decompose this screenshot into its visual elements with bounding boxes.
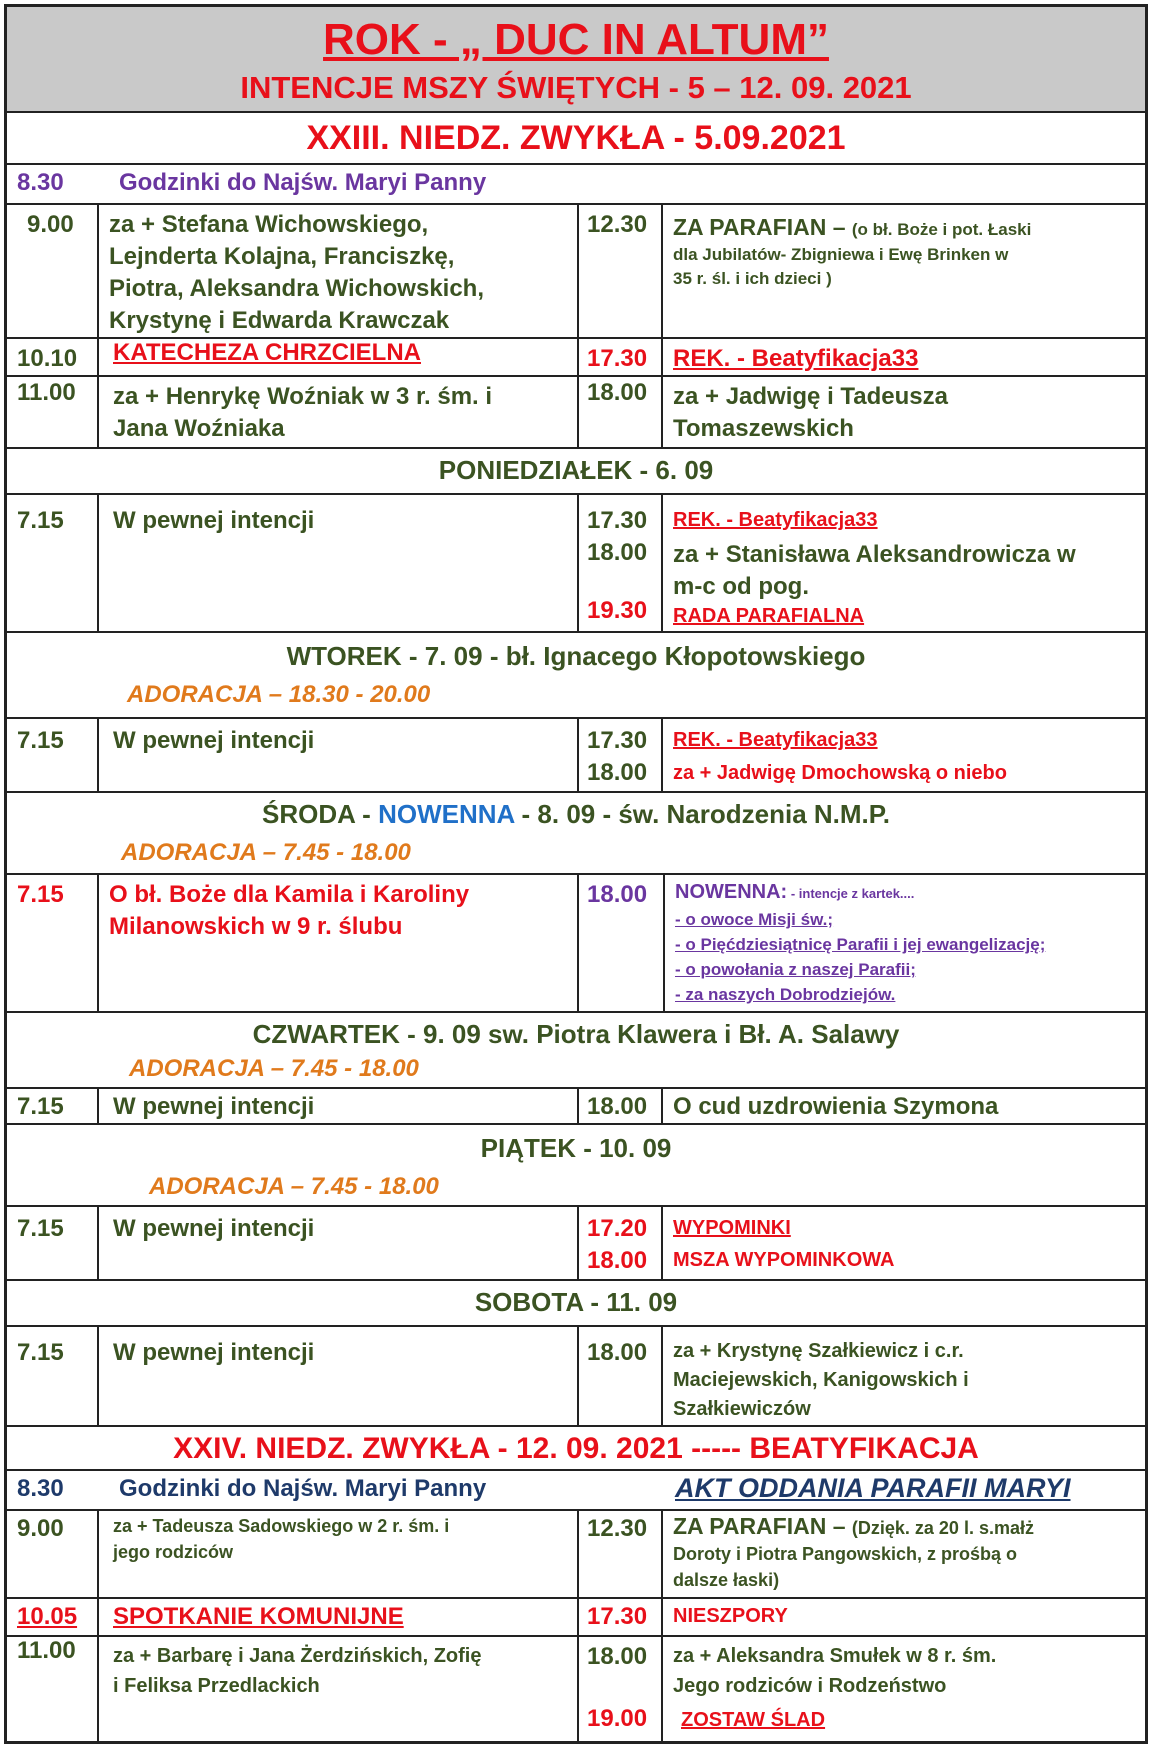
mass-intention: W pewnej intencji [113, 1093, 315, 1120]
adoration-label: ADORACJA – 7.45 - 18.00 [149, 1173, 439, 1200]
divider [7, 375, 1145, 377]
mass-intention: za + Jadwigę Dmochowską o niebo [673, 762, 1007, 784]
mass-time: 18.00 [587, 759, 648, 786]
divider [663, 873, 665, 1011]
divider [7, 1509, 1145, 1511]
mass-time: 18.00 [587, 1247, 648, 1274]
sunday2-title: XXIV. NIEDZ. ZWYKŁA - 12. 09. 2021 ----- BEATYFIKACJA [173, 1432, 979, 1465]
mass-time: 19.30 [587, 597, 648, 624]
mass-time: 18.00 [587, 539, 648, 566]
divider [7, 873, 1145, 875]
mass-intention: Godzinki do Najśw. Maryi Panny [119, 169, 487, 196]
divider [97, 1205, 99, 1279]
mass-time: 12.30 [587, 1515, 648, 1542]
mass-intention: za + Henrykę Woźniak w 3 r. śm. i Jana Woźniaka [113, 383, 493, 442]
mass-time: 10.10 [17, 345, 78, 372]
divider [7, 1011, 1145, 1013]
divider [577, 493, 579, 631]
divider [7, 493, 1145, 495]
divider [661, 717, 663, 791]
event-label: SPOTKANIE KOMUNIJNE [113, 1603, 404, 1630]
mass-time: 7.15 [17, 507, 64, 534]
divider [97, 1087, 99, 1123]
event-label: REK. - Beatyfikacja33 [673, 509, 878, 531]
divider [97, 717, 99, 791]
event-label: ZOSTAW ŚLAD [681, 1709, 826, 1731]
mass-time: 9.00 [17, 1515, 64, 1542]
event-label: REK. - Beatyfikacja33 [673, 345, 919, 372]
mass-time: 7.15 [17, 1339, 64, 1366]
divider [577, 1205, 579, 1279]
divider [577, 1509, 579, 1741]
mass-intention: W pewnej intencji [113, 727, 315, 754]
divider [577, 1325, 579, 1425]
mass-intention: za + Aleksandra Smułek w 8 r. śm. Jego rodziców i Rodzeństwo [673, 1645, 997, 1697]
mass-time: 17.30 [587, 507, 648, 534]
divider [97, 493, 99, 631]
mass-time: 11.00 [17, 1637, 76, 1664]
divider [661, 1325, 663, 1425]
divider [7, 717, 1145, 719]
divider [97, 873, 99, 1011]
divider [7, 1325, 1145, 1327]
divider [577, 873, 579, 1011]
mass-intention: Godzinki do Najśw. Maryi Panny [119, 1475, 487, 1502]
day-title: CZWARTEK - 9. 09 sw. Piotra Klawera i Bł. A. Salawy [252, 1019, 900, 1049]
novena-intentions: NOWENNA: - intencje z kartek.... - o owoce Misji św.; - o Pięćdziesiątnicę Parafii i jej ewangelizację; - o powołania z naszej Parafii; - za naszych Dobrodziejów. [675, 881, 1046, 1004]
mass-intention: za + Barbarę i Jana Żerdzińskich, Zofię i Feliksa Przedlackich [113, 1645, 482, 1697]
divider [97, 1325, 99, 1425]
divider [97, 1509, 99, 1741]
divider [7, 1597, 1145, 1599]
divider [7, 1635, 1145, 1637]
mass-intention: za + Krystynę Szałkiewicz i c.r. Maciejewskich, Kanigowskich i Szałkiewiczów [673, 1340, 969, 1420]
mass-time: 18.00 [587, 881, 648, 908]
mass-time: 10.05 [17, 1603, 78, 1630]
divider [7, 111, 1145, 113]
divider [577, 203, 579, 447]
mass-time: 7.15 [17, 1093, 64, 1120]
event-label: REK. - Beatyfikacja33 [673, 729, 878, 751]
event-label: MSZA WYPOMINKOWA [673, 1249, 895, 1271]
schedule-page [4, 4, 1148, 1744]
mass-time: 17.20 [587, 1215, 648, 1242]
divider [661, 493, 663, 631]
divider [7, 1425, 1145, 1427]
mass-time: 17.30 [587, 1603, 648, 1630]
day-title: SOBOTA - 11. 09 [474, 1287, 678, 1317]
header-title: ROK - „ DUC IN ALTUM” [323, 15, 829, 64]
divider [7, 163, 1145, 165]
divider [97, 203, 99, 447]
divider [661, 1509, 663, 1741]
divider [661, 203, 663, 447]
mass-time: 7.15 [17, 881, 64, 908]
sunday1-title: XXIII. NIEDZ. ZWYKŁA - 5.09.2021 [306, 119, 846, 157]
adoration-label: ADORACJA – 7.45 - 18.00 [129, 1055, 419, 1082]
adoration-label: ADORACJA – 18.30 - 20.00 [127, 681, 431, 708]
mass-time: 12.30 [587, 211, 648, 238]
divider [577, 1087, 579, 1123]
mass-intention: W pewnej intencji [113, 507, 315, 534]
mass-time: 17.30 [587, 345, 648, 372]
mass-time: 18.00 [587, 1339, 648, 1366]
divider [7, 1279, 1145, 1281]
mass-intention: za + Tadeusza Sadowskiego w 2 r. śm. i jego rodziców [113, 1516, 450, 1562]
mass-time: 18.00 [587, 1643, 648, 1670]
event-label: KATECHEZA CHRZCIELNA [113, 339, 421, 366]
event-label: RADA PARAFIALNA [673, 605, 865, 627]
mass-intention: O cud uzdrowienia Szymona [673, 1093, 999, 1120]
mass-intention: O bł. Boże dla Kamila i Karoliny Milanowskich w 9 r. ślubu [109, 881, 470, 940]
header-subtitle: INTENCJE MSZY ŚWIĘTYCH - 5 – 12. 09. 2021 [240, 70, 912, 105]
mass-intention: za + Jadwigę i Tadeusza Tomaszewskich [673, 383, 948, 442]
mass-intention: za + Stefana Wichowskiego, Lejnderta Kolajna, Franciszkę, Piotra, Aleksandra Wichowskich, Krystynę i Edwarda Krawczak [109, 211, 485, 334]
day-title: WTOREK - 7. 09 - bł. Ignacego Kłopotowskiego [286, 641, 866, 671]
mass-time: 8.30 [17, 1475, 64, 1502]
adoration-label: ADORACJA – 7.45 - 18.00 [121, 839, 411, 866]
day-title: PONIEDZIAŁEK - 6. 09 [438, 455, 714, 485]
mass-time: 8.30 [17, 169, 64, 196]
divider [7, 447, 1145, 449]
divider [661, 1205, 663, 1279]
event-label: NIESZPORY [673, 1605, 788, 1627]
divider [7, 631, 1145, 633]
mass-intention: ZA PARAFIAN – (Dzięk. za 20 l. s.małż Doroty i Piotra Pangowskich, z prośbą o dalsze łaski) [673, 1513, 1034, 1590]
mass-time: 17.30 [587, 727, 648, 754]
mass-intention: W pewnej intencji [113, 1339, 315, 1366]
mass-intention: ZA PARAFIAN – (o bł. Boże i pot. Łaski dla Jubilatów- Zbigniewa i Ewę Brinken w 35 r. śl. i ich dzieci ) [673, 214, 1032, 288]
mass-time: 18.00 [587, 1093, 648, 1120]
mass-time: 7.15 [17, 1215, 64, 1242]
mass-time: 9.00 [27, 211, 74, 238]
act-of-dedication: AKT ODDANIA PARAFII MARYI [675, 1473, 1071, 1503]
divider [7, 791, 1145, 793]
mass-time: 19.00 [587, 1705, 648, 1732]
event-label: WYPOMINKI [673, 1217, 791, 1239]
divider [7, 203, 1145, 205]
mass-time: 18.00 [587, 379, 648, 406]
mass-time: 11.00 [17, 379, 76, 406]
divider [7, 1087, 1145, 1089]
day-title: PIĄTEK - 10. 09 [480, 1133, 672, 1163]
mass-intention: za + Stanisława Aleksandrowicza w m-c od pog. [673, 541, 1076, 600]
divider [661, 1087, 663, 1123]
divider [577, 717, 579, 791]
mass-intention: W pewnej intencji [113, 1215, 315, 1242]
mass-time: 7.15 [17, 727, 64, 754]
divider [7, 1205, 1145, 1207]
day-title: ŚRODA - NOWENNA - 8. 09 - św. Narodzenia N.M.P. [262, 799, 890, 829]
divider [7, 1123, 1145, 1125]
